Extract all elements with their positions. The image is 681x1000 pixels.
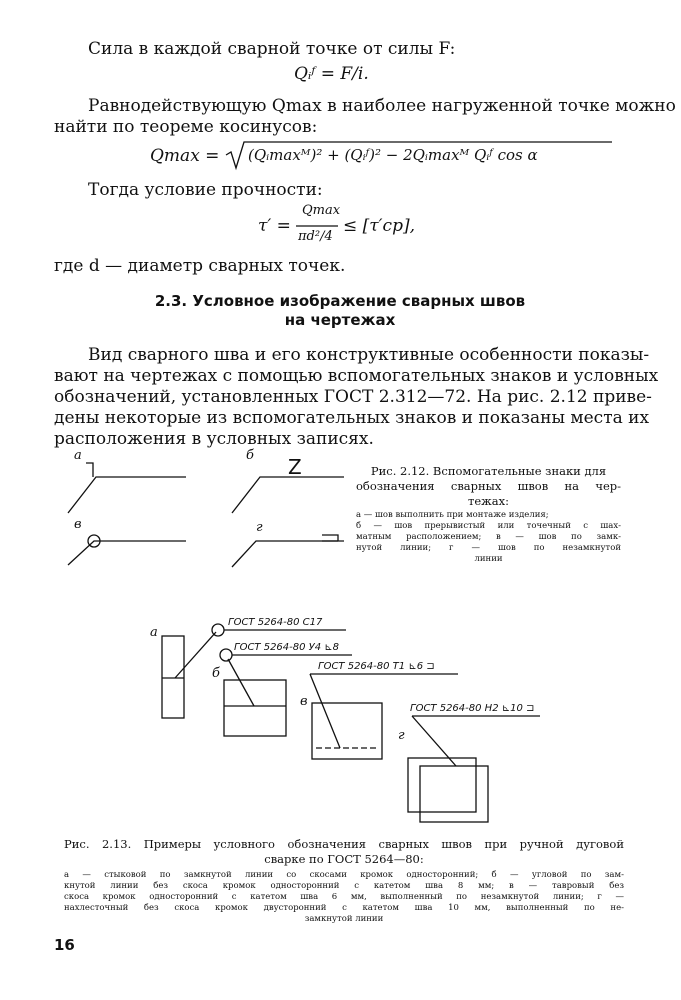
section-title-line1: 2.3. Условное изображение сварных швов [154, 292, 526, 310]
section-title-line2: на чертежах [284, 311, 396, 329]
fig213-note-g: ГОСТ 5264-80 Н2 ⊾10 ⊐ [410, 703, 535, 714]
fig212-label-b: б [246, 448, 254, 463]
fig213-legend-line3: скоса кромок односторонний с катетом шва 6 мм, выполненный по незамкнутой линии; г — [64, 892, 624, 902]
fig212-caption-line3: тежах: [468, 494, 509, 508]
fig212-z-sign: Z [288, 455, 302, 479]
fig213-label-a: а [150, 625, 158, 640]
fig213-note-v: ГОСТ 5264-80 Т1 ⊾6 ⊐ [318, 661, 435, 672]
paragraph-resultant-line2: найти по теореме косинусов: [54, 117, 318, 137]
fig213-part-g [408, 716, 540, 822]
page-number: 16 [54, 936, 75, 954]
body-line3: обозначений, установленных ГОСТ 2.312—72. На рис. 2.12 приве- [54, 387, 652, 407]
fig213-label-g: г [398, 728, 405, 743]
text-where-d: где d — диаметр сварных точек. [54, 256, 346, 276]
fig213-label-b: б [212, 666, 220, 681]
fig212-legend-line1: а — шов выполнить при монтаже изделия; [356, 510, 549, 520]
fig212-label-v: в [74, 517, 82, 532]
fig213-note-a: ГОСТ 5264-80 С17 [228, 617, 323, 628]
fig212-legend-line3: матным расположением; в — шов по замк- [356, 532, 621, 542]
formula-qmax-left: Qmax = [150, 146, 220, 166]
formula-tau-left: τ′ = [258, 216, 291, 236]
fig213-legend-line1: а — стыковой по замкнутой линии со скосами кромок односторонний; б — угловой по зам- [64, 870, 624, 880]
fig213-caption-line2: сварке по ГОСТ 5264—80: [264, 852, 424, 866]
fig213-caption-line1: Рис. 2.13. Примеры условного обозначения сварных швов при ручной дуговой [64, 837, 624, 851]
fig212-sign-v [68, 535, 186, 565]
fig212-legend-line5: линии [474, 554, 503, 564]
body-line1: Вид сварного шва и его конструктивные особенности показы- [88, 345, 650, 365]
paragraph-resultant-line1: Равнодействующую Qmax в наиболее нагруженной точке можно [88, 96, 676, 116]
text-line-force: Сила в каждой сварной точке от силы F: [88, 39, 456, 59]
fig213-note-b: ГОСТ 5264-80 У4 ⊾8 [234, 642, 340, 653]
fig213-legend-line5: замкнутой линии [304, 914, 384, 924]
formula-tau-right: ≤ [τ′ср], [343, 216, 415, 236]
fig212-label-a: а [74, 448, 82, 463]
fig212-label-g: г [256, 520, 263, 535]
body-line5: расположения в условных записях. [54, 429, 374, 449]
fig213-legend-line4: нахлесточный без скоса кромок двусторонний с катетом шва 10 мм, выполненный по не- [64, 903, 624, 913]
body-line2: вают на чертежах с помощью вспомогательных знаков и условных [54, 366, 659, 386]
fig212-legend-line4: нутой линии; г — шов по незамкнутой [356, 543, 621, 553]
sqrt-sign [226, 142, 612, 168]
body-line4: дены некоторые из вспомогательных знаков и показаны места их [54, 408, 650, 428]
fig212-sign-g [232, 535, 344, 567]
fig212-sign-b [232, 477, 344, 513]
fig212-legend-line2: б — шов прерывистый или точечный с шах- [356, 521, 621, 531]
formula-qmax-radicand: (Qᵢmaxᴹ)² + (Qᵢᶠ)² − 2Qᵢmaxᴹ Qᵢᶠ cos α [248, 146, 538, 164]
fig212-caption-line2: обозначения сварных швов на чер- [356, 479, 621, 493]
fig212-caption-line1: Рис. 2.12. Вспомогательные знаки для [370, 464, 607, 478]
text-strength-condition: Тогда условие прочности: [88, 180, 323, 200]
formula-tau-denominator: πd²/4 [298, 229, 333, 244]
fig213-label-v: в [300, 694, 308, 709]
formula-qf: Qᵢᶠ = F/i. [294, 64, 369, 84]
formula-tau-numerator: Qmax [302, 203, 341, 218]
fig213-legend-line2: кнутой линии без скоса кромок односторонний с катетом шва 8 мм; в — тавровый без [64, 881, 624, 891]
fig212-sign-a [68, 463, 186, 513]
